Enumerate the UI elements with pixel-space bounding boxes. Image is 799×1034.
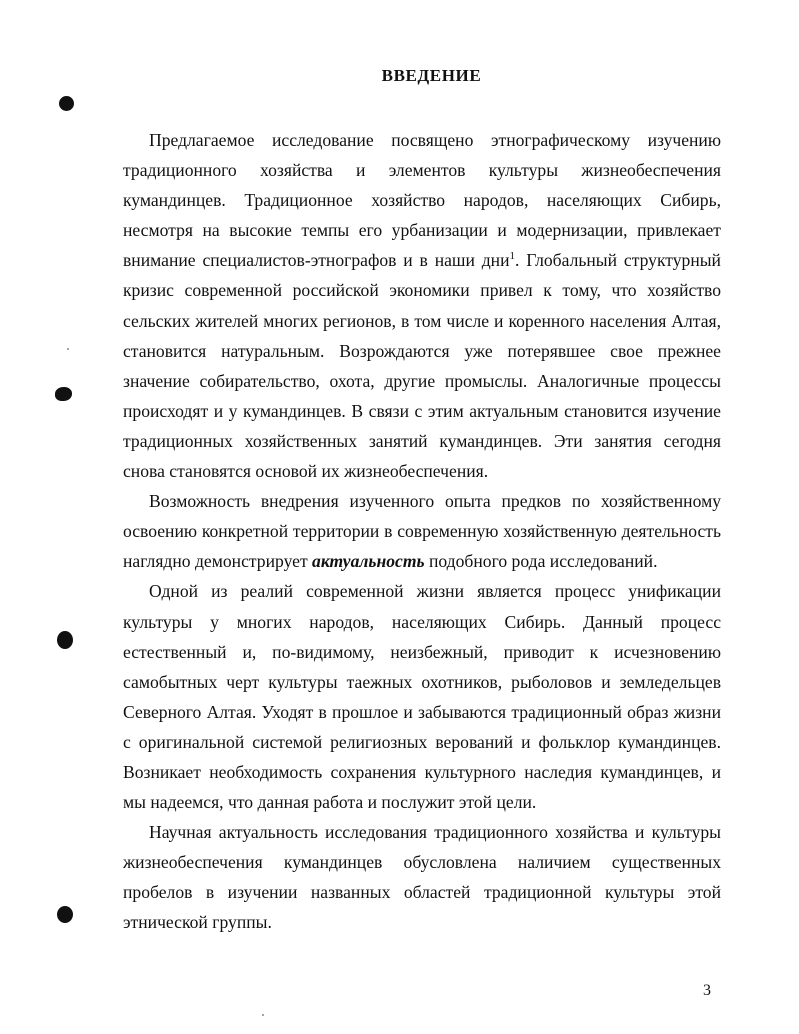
paragraph-2-text-before: Возможность внедрения изученного опыта предков по хозяйственному освоению конкретной территории в современную хозяйственную деятельность наглядно демонстрирует [123,491,721,572]
paragraph-1 [123,125,721,486]
page-title: ВВЕДЕНИЕ [381,66,482,85]
paragraph-2-text-after: подобного рода исследований. [424,551,658,572]
paragraph-3: Одной из реалий современной жизни является процесс унификации культуры у многих народов, населяющих Сибирь. Данный процесс естественный и, по-видимому, неизбежный, приводит к исчезновению самобытных черт культуры таежных охотников, рыболовов и земледельцев Северного Алтая. Уходят в прошлое и забываются традиционный образ жизни с оригинальной системой религиозных верований и фольклор кумандинцев. Возникает необходимость сохранения культурного наследия кумандинцев, и мы надеемся, что данная работа и послужит этой цели. [123,581,721,813]
footnote-marker: 1 [509,250,516,263]
punch-hole-mark [57,906,73,923]
emphasized-term: актуальность [312,551,425,572]
punch-hole-mark [57,631,73,649]
paragraph-1-text-before: Предлагаемое исследование посвящено этнографическому изучению традиционного хозяйства и элементов культуры жизнеобеспечения кумандинцев. Традиционное хозяйство народов, населяющих Сибирь, несмотря на высокие темпы его урбанизации и модернизации, привлекает внимание специалистов-этнографов и в наши дни [123,130,721,271]
scan-speck [67,348,69,350]
body-text [123,125,721,938]
paragraph-2 [123,486,721,576]
punch-hole-mark [59,96,74,111]
page-number: 3 [703,982,711,999]
scan-speck [262,1014,264,1016]
paragraph-1-text-after: . Глобальный структурный кризис современной российской экономики привел к тому, что хозяйство сельских жителей многих регионов, в том числе и коренного населения Алтая, становится натуральным. Возрождаются уже потерявшее свое прежнее значение собирательство, охота, другие промыслы. Аналогичные процессы происходят и у кумандинцев. В связи с этим актуальным становится изучение традиционных хозяйственных занятий кумандинцев. Эти занятия сегодня снова становятся основой их жизнеобеспечения. [123,250,721,482]
paragraph-4: Научная актуальность исследования традиционного хозяйства и культуры жизнеобеспечения кумандинцев обусловлена наличием существенных пробелов в изучении названных областей традиционной культуры этой этнической группы. [123,822,721,933]
punch-hole-mark [55,387,72,401]
